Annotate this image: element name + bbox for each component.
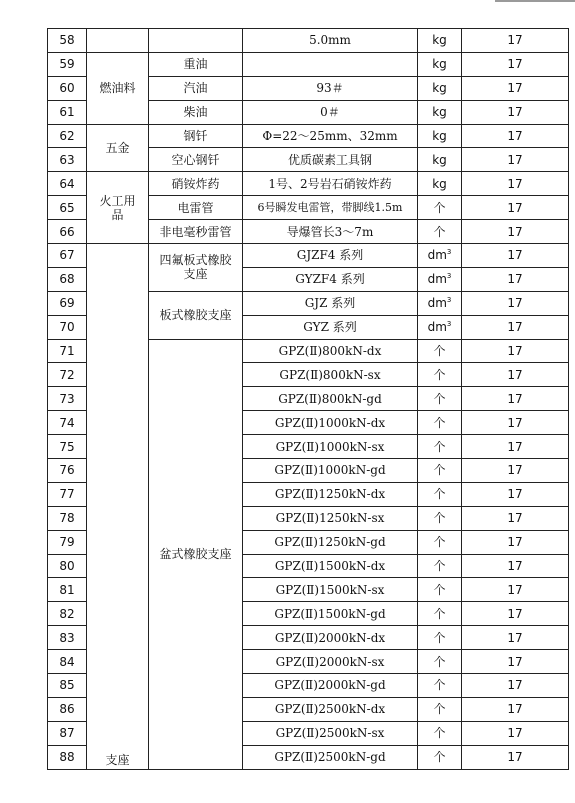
value-cell: 17 <box>462 363 569 387</box>
row-number: 65 <box>48 196 87 220</box>
spec-cell: 6号瞬发电雷管，带脚线1.5m <box>243 196 418 220</box>
material-name: 空心钢钎 <box>149 148 243 172</box>
row-number: 81 <box>48 578 87 602</box>
unit-cell: 个 <box>418 578 462 602</box>
value-cell: 17 <box>462 267 569 291</box>
row-number: 69 <box>48 291 87 315</box>
material-name: 汽油 <box>149 76 243 100</box>
value-cell: 17 <box>462 530 569 554</box>
unit-superscript: 3 <box>446 320 452 329</box>
unit-cell <box>418 267 462 291</box>
row-number: 80 <box>48 554 87 578</box>
spec-cell: GPZ(Ⅱ)2500kN-sx <box>243 721 418 745</box>
material-name: 重油 <box>149 52 243 76</box>
value-cell: 17 <box>462 148 569 172</box>
value-cell: 17 <box>462 172 569 196</box>
row-number: 88 <box>48 745 87 769</box>
table-row <box>48 172 569 196</box>
material-name: 非电毫秒雷管 <box>149 220 243 244</box>
spec-cell: GPZ(Ⅱ)800kN-dx <box>243 339 418 363</box>
unit-cell: 个 <box>418 554 462 578</box>
unit-cell: kg <box>418 52 462 76</box>
value-cell: 17 <box>462 459 569 483</box>
unit-cell: 个 <box>418 745 462 769</box>
materials-table <box>47 28 569 770</box>
material-name: 硝铵炸药 <box>149 172 243 196</box>
material-name: 柴油 <box>149 100 243 124</box>
spec-cell: GYZ 系列 <box>243 315 418 339</box>
material-name: 钢钎 <box>149 124 243 148</box>
spec-cell: GPZ(Ⅱ)1250kN-dx <box>243 482 418 506</box>
spec-cell: GPZ(Ⅱ)1250kN-gd <box>243 530 418 554</box>
unit-superscript: 3 <box>446 272 452 281</box>
row-number: 72 <box>48 363 87 387</box>
spec-cell: GPZ(Ⅱ)2000kN-sx <box>243 650 418 674</box>
unit-cell: 个 <box>418 435 462 459</box>
value-cell: 17 <box>462 52 569 76</box>
unit-cell: 个 <box>418 697 462 721</box>
row-number: 67 <box>48 244 87 268</box>
unit-cell: 个 <box>418 650 462 674</box>
spec-cell: GPZ(Ⅱ)1500kN-gd <box>243 602 418 626</box>
row-number: 84 <box>48 650 87 674</box>
spec-cell: GPZ(Ⅱ)800kN-sx <box>243 363 418 387</box>
category-explosives: 火工用品 <box>87 172 149 244</box>
row-number: 66 <box>48 220 87 244</box>
value-cell: 17 <box>462 602 569 626</box>
spec-cell: GJZ 系列 <box>243 291 418 315</box>
value-cell: 17 <box>462 482 569 506</box>
row-number: 86 <box>48 697 87 721</box>
unit-cell: 个 <box>418 506 462 530</box>
row-number: 79 <box>48 530 87 554</box>
value-cell: 17 <box>462 244 569 268</box>
unit-cell: 个 <box>418 363 462 387</box>
row-number: 85 <box>48 674 87 698</box>
table-row <box>48 244 569 268</box>
value-cell: 17 <box>462 697 569 721</box>
category-bearing-label: 支座 <box>105 752 130 767</box>
unit-cell: 个 <box>418 459 462 483</box>
spec-cell: 93＃ <box>243 76 418 100</box>
spec-cell: GJZF4 系列 <box>243 244 418 268</box>
row-number: 59 <box>48 52 87 76</box>
spec-cell: GPZ(Ⅱ)1500kN-sx <box>243 578 418 602</box>
value-cell: 17 <box>462 387 569 411</box>
row-number: 58 <box>48 29 87 53</box>
spec-cell: 优质碳素工具钢 <box>243 148 418 172</box>
spec-cell: GPZ(Ⅱ)2000kN-gd <box>243 674 418 698</box>
value-cell: 17 <box>462 650 569 674</box>
row-number: 70 <box>48 315 87 339</box>
unit-cell: 个 <box>418 674 462 698</box>
table-row <box>48 29 569 53</box>
value-cell: 17 <box>462 339 569 363</box>
unit-cell <box>418 291 462 315</box>
spec-cell: 1号、2号岩石硝铵炸药 <box>243 172 418 196</box>
material-name-cell-empty <box>149 29 243 53</box>
unit-cell: 个 <box>418 530 462 554</box>
row-number: 62 <box>48 124 87 148</box>
value-cell: 17 <box>462 196 569 220</box>
value-cell: 17 <box>462 745 569 769</box>
spec-cell: GPZ(Ⅱ)2500kN-gd <box>243 745 418 769</box>
spec-cell: GPZ(Ⅱ)1000kN-dx <box>243 411 418 435</box>
row-number: 71 <box>48 339 87 363</box>
unit-superscript: 3 <box>446 296 452 305</box>
spec-cell: GPZ(Ⅱ)1250kN-sx <box>243 506 418 530</box>
value-cell: 17 <box>462 435 569 459</box>
spec-cell: Φ=22～25mm、32mm <box>243 124 418 148</box>
unit-cell: kg <box>418 100 462 124</box>
spec-cell: GPZ(Ⅱ)1500kN-dx <box>243 554 418 578</box>
value-cell: 17 <box>462 626 569 650</box>
subname-plate-bearing: 板式橡胶支座 <box>149 291 243 339</box>
unit-cell: 个 <box>418 411 462 435</box>
category-bearing <box>87 244 149 770</box>
unit-cell: kg <box>418 76 462 100</box>
subname-pot-bearing: 盆式橡胶支座 <box>149 339 243 769</box>
row-number: 63 <box>48 148 87 172</box>
value-cell: 17 <box>462 674 569 698</box>
unit-cell: 个 <box>418 626 462 650</box>
row-number: 61 <box>48 100 87 124</box>
spec-cell: 导爆管长3～7m <box>243 220 418 244</box>
unit-cell: 个 <box>418 339 462 363</box>
row-number: 74 <box>48 411 87 435</box>
value-cell: 17 <box>462 220 569 244</box>
value-cell: 17 <box>462 578 569 602</box>
row-number: 68 <box>48 267 87 291</box>
category-fuel: 燃油料 <box>87 52 149 124</box>
unit-cell <box>418 244 462 268</box>
row-number: 60 <box>48 76 87 100</box>
spec-cell <box>243 52 418 76</box>
unit-cell <box>418 315 462 339</box>
value-cell: 17 <box>462 100 569 124</box>
unit-cell: kg <box>418 29 462 53</box>
subname-ptfe-bearing: 四氟板式橡胶支座 <box>149 244 243 292</box>
value-cell: 17 <box>462 554 569 578</box>
row-number: 64 <box>48 172 87 196</box>
value-cell: 17 <box>462 124 569 148</box>
unit-text: dm <box>427 272 447 287</box>
unit-cell: kg <box>418 172 462 196</box>
value-cell: 17 <box>462 291 569 315</box>
value-cell: 17 <box>462 506 569 530</box>
row-number: 83 <box>48 626 87 650</box>
unit-text: dm <box>427 320 447 335</box>
value-cell: 17 <box>462 315 569 339</box>
spec-cell: GPZ(Ⅱ)2000kN-dx <box>243 626 418 650</box>
spec-cell: GPZ(Ⅱ)2500kN-dx <box>243 697 418 721</box>
spec-cell: 5.0mm <box>243 29 418 53</box>
value-cell: 17 <box>462 411 569 435</box>
unit-cell: 个 <box>418 387 462 411</box>
row-number: 76 <box>48 459 87 483</box>
unit-text: dm <box>427 296 447 311</box>
table-row <box>48 124 569 148</box>
material-name: 电雷管 <box>149 196 243 220</box>
spec-cell: GPZ(Ⅱ)800kN-gd <box>243 387 418 411</box>
spec-cell: 0＃ <box>243 100 418 124</box>
spec-cell: GYZF4 系列 <box>243 267 418 291</box>
spec-cell: GPZ(Ⅱ)1000kN-gd <box>243 459 418 483</box>
unit-cell: kg <box>418 148 462 172</box>
value-cell: 17 <box>462 721 569 745</box>
row-number: 78 <box>48 506 87 530</box>
unit-text: dm <box>427 248 447 263</box>
unit-cell: 个 <box>418 196 462 220</box>
table-row <box>48 52 569 76</box>
unit-cell: 个 <box>418 482 462 506</box>
row-number: 73 <box>48 387 87 411</box>
value-cell: 17 <box>462 29 569 53</box>
category-cell-empty <box>87 29 149 53</box>
row-number: 75 <box>48 435 87 459</box>
unit-cell: 个 <box>418 602 462 626</box>
row-number: 82 <box>48 602 87 626</box>
unit-cell: 个 <box>418 721 462 745</box>
header-rule <box>495 0 575 2</box>
spec-cell: GPZ(Ⅱ)1000kN-sx <box>243 435 418 459</box>
row-number: 87 <box>48 721 87 745</box>
row-number: 77 <box>48 482 87 506</box>
category-hardware: 五金 <box>87 124 149 172</box>
unit-superscript: 3 <box>446 248 452 257</box>
value-cell: 17 <box>462 76 569 100</box>
unit-cell: 个 <box>418 220 462 244</box>
unit-cell: kg <box>418 124 462 148</box>
